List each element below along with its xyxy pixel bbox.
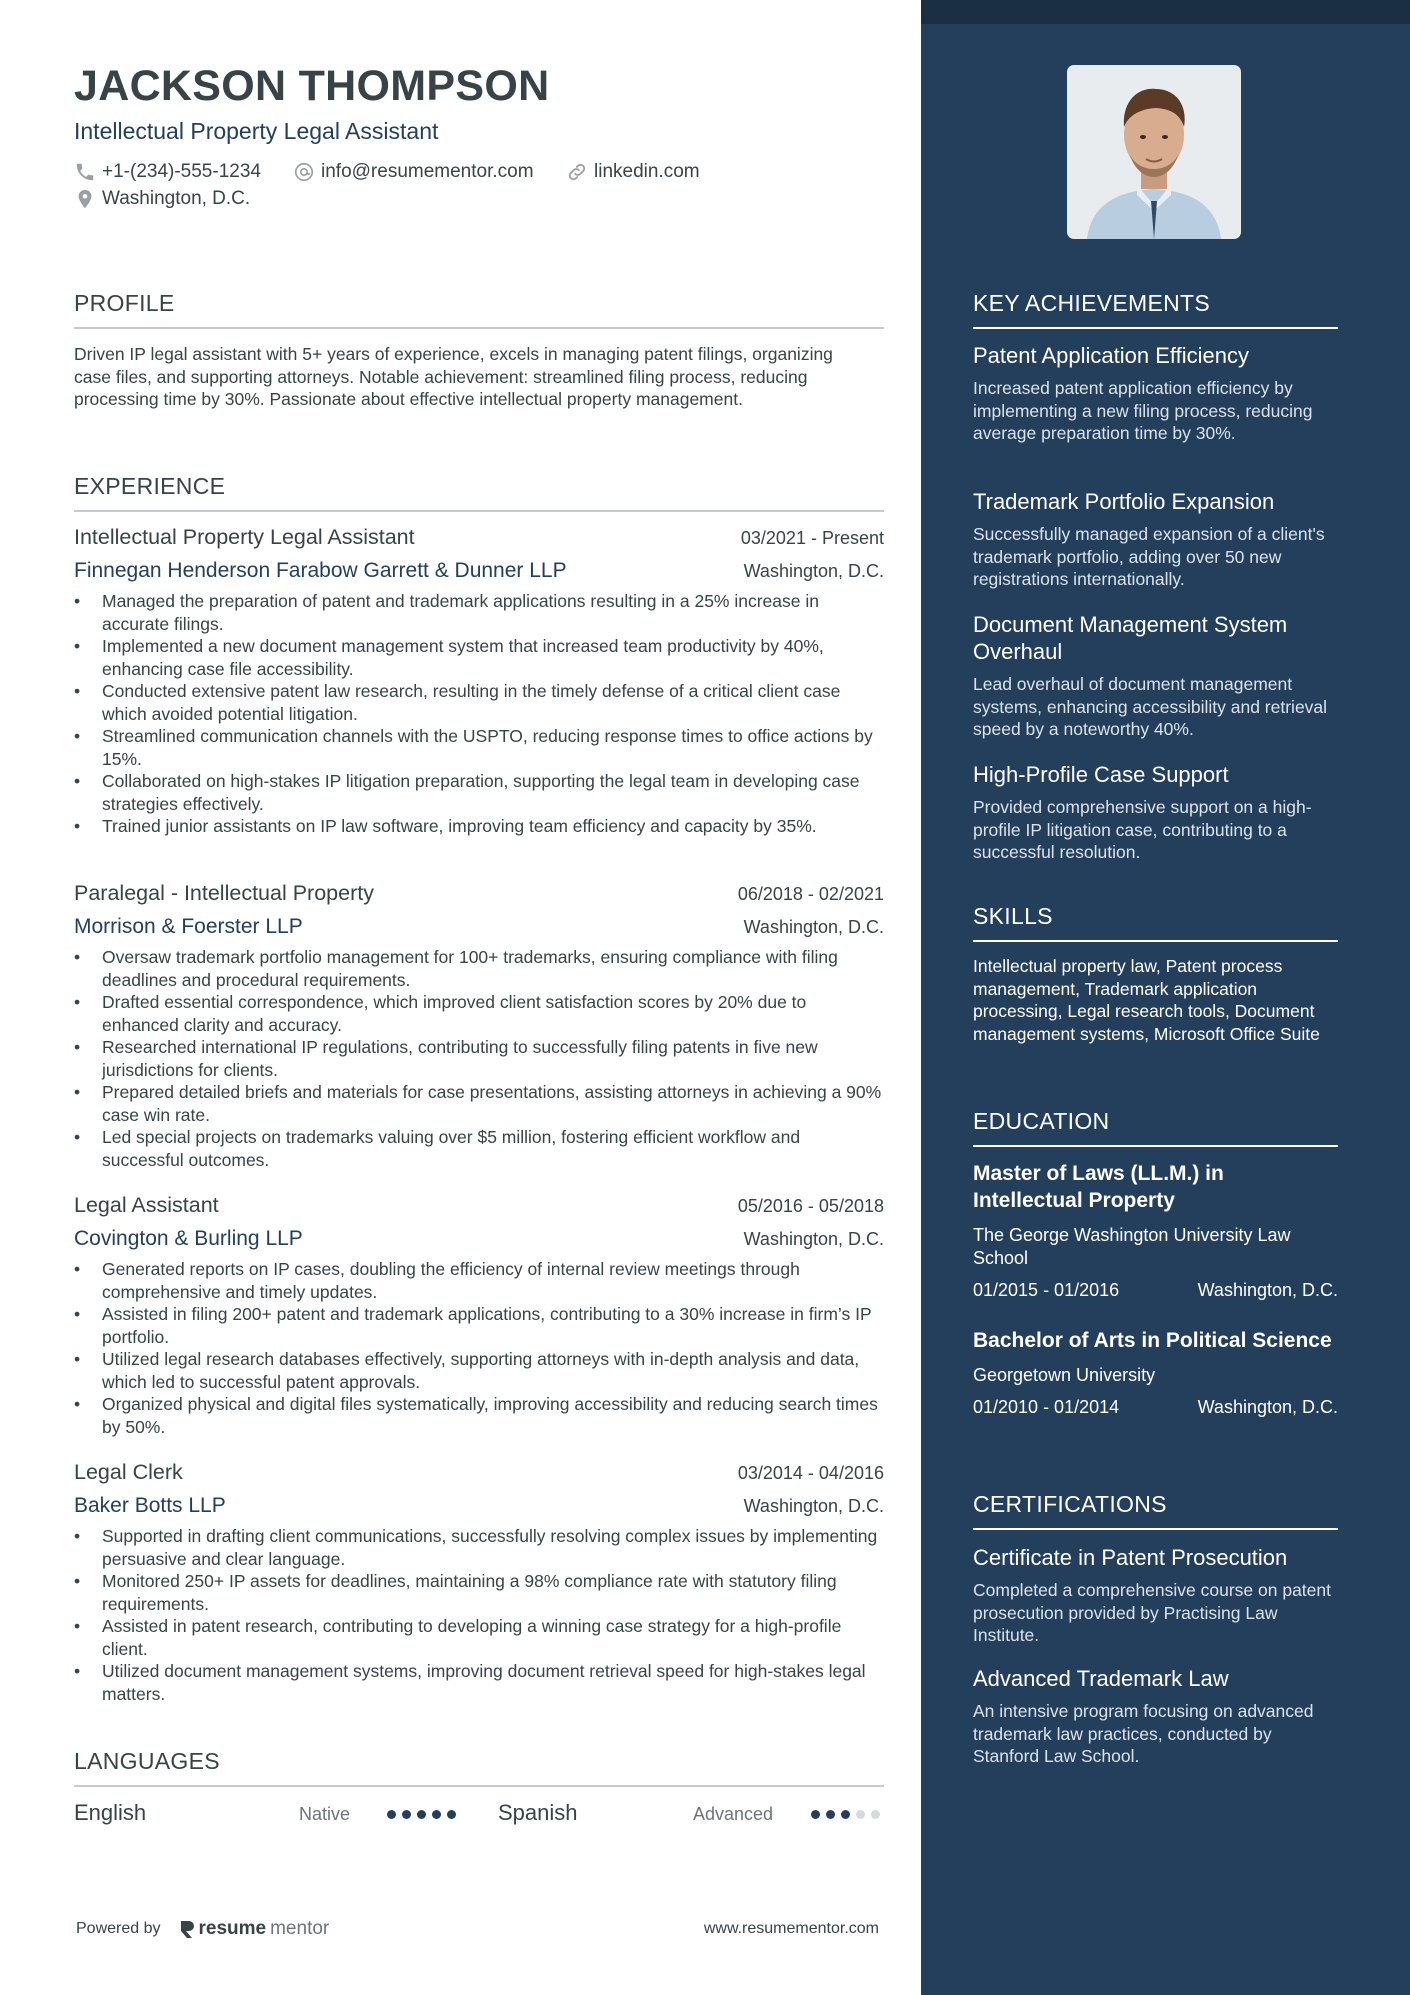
bullet-item: • Drafted essential correspondence, which improved client satisfaction scores by 20% due to enhanced clarity and accuracy. bbox=[74, 991, 884, 1036]
job-company: Baker Botts LLP bbox=[74, 1494, 226, 1517]
profile-photo-illustration bbox=[1067, 65, 1241, 239]
bullet-item: • Utilized document management systems, improving document retrieval speed for high-stakes legal matters. bbox=[74, 1660, 884, 1705]
education-degree: Master of Laws (LL.M.) in Intellectual Property bbox=[973, 1162, 1224, 1212]
rating-dot bbox=[432, 1810, 441, 1819]
job-dates: 03/2021 - Present bbox=[740, 528, 884, 548]
candidate-title: Intellectual Property Legal Assistant bbox=[74, 118, 439, 144]
logo-text-light: mentor bbox=[270, 1918, 330, 1939]
bullet-item: • Implemented a new document management system that increased team productivity by 40%, enhancing case file accessibility. bbox=[74, 635, 884, 680]
bullet-item: • Organized physical and digital files systematically, improving accessibility and reducing search times by 50%. bbox=[74, 1393, 884, 1438]
achievement-desc: Increased patent application efficiency by implementing a new filing process, reducing average preparation time by 30%. bbox=[973, 378, 1313, 443]
job-dates: 03/2014 - 04/2016 bbox=[737, 1463, 884, 1483]
achievement-title: Patent Application Efficiency bbox=[973, 343, 1249, 368]
candidate-name: JACKSON THOMPSON bbox=[74, 62, 550, 110]
job-entry bbox=[74, 881, 884, 1171]
language-rating bbox=[387, 1810, 456, 1819]
job-bullets bbox=[74, 590, 884, 838]
job-title: Paralegal - Intellectual Property bbox=[74, 881, 374, 905]
bullet-item: • Managed the preparation of patent and trademark applications resulting in a 25% increase in accurate filings. bbox=[74, 590, 884, 635]
sidebar bbox=[921, 0, 1410, 1995]
certification-desc: Completed a comprehensive course on patent prosecution provided by Practising Law Institute. bbox=[973, 1580, 1331, 1645]
phone-text: +1-(234)-555-1234 bbox=[102, 161, 261, 182]
achievement-item bbox=[973, 488, 1338, 591]
location-pin-icon bbox=[74, 188, 96, 210]
languages-list bbox=[74, 1800, 884, 1830]
bullet-item: • Trained junior assistants on IP law software, improving team efficiency and capacity by 35%. bbox=[74, 815, 884, 838]
certification-title: Certificate in Patent Prosecution bbox=[973, 1545, 1288, 1570]
bullet-item: • Monitored 250+ IP assets for deadlines, maintaining a 98% compliance rate with statutory filing requirements. bbox=[74, 1570, 884, 1615]
bullet-item: • Utilized legal research databases effectively, supporting attorneys with in-depth analysis and data, which led to successful patent approvals. bbox=[74, 1348, 884, 1393]
footer-powered bbox=[76, 1918, 329, 1940]
achievement-desc: Provided comprehensive support on a high-profile IP litigation case, contributing to a successful resolution. bbox=[973, 797, 1312, 862]
rating-dot bbox=[447, 1810, 456, 1819]
bullet-item: • Oversaw trademark portfolio management for 100+ trademarks, ensuring compliance with filing deadlines and procedural requirements. bbox=[74, 946, 884, 991]
profile-text: Driven IP legal assistant with 5+ years of experience, excels in managing patent filings, organizing case files, and supporting attorneys. Notable achievement: streamlined filing process, reducing processing time by 30%. Passionate about effective intellectual property management. bbox=[74, 344, 833, 409]
achievement-desc: Successfully managed expansion of a client's trademark portfolio, adding over 50 new registrations internationally. bbox=[973, 524, 1325, 589]
experience-heading: EXPERIENCE bbox=[74, 473, 884, 512]
rating-dot bbox=[402, 1810, 411, 1819]
education-location: Washington, D.C. bbox=[1197, 1280, 1338, 1300]
rating-dot bbox=[387, 1810, 396, 1819]
linkedin-text: linkedin.com bbox=[594, 161, 700, 182]
job-bullets bbox=[74, 946, 884, 1171]
language-level: Native bbox=[299, 1804, 351, 1824]
job-location: Washington, D.C. bbox=[743, 1496, 884, 1516]
language-level: Advanced bbox=[693, 1804, 774, 1824]
powered-by-text: Powered by bbox=[76, 1920, 161, 1937]
education-school: Georgetown University bbox=[973, 1365, 1156, 1385]
profile-heading: PROFILE bbox=[74, 290, 884, 329]
education-degree: Bachelor of Arts in Political Science bbox=[973, 1329, 1332, 1352]
job-entry bbox=[74, 525, 884, 838]
bullet-item: • Assisted in patent research, contributing to developing a winning case strategy for a high-profile client. bbox=[74, 1615, 884, 1660]
bullet-item: • Assisted in filing 200+ patent and trademark applications, contributing to a 30% increase in firm’s IP portfolio. bbox=[74, 1303, 884, 1348]
job-location: Washington, D.C. bbox=[743, 1229, 884, 1249]
achievement-title: High-Profile Case Support bbox=[973, 762, 1229, 787]
bullet-item: • Conducted extensive patent law research, resulting in the timely defense of a critical client case which avoided potential litigation. bbox=[74, 680, 884, 725]
job-company: Covington & Burling LLP bbox=[74, 1227, 303, 1250]
skills-text: Intellectual property law, Patent process management, Trademark application processing, Legal research tools, Document management systems, Microsoft Office Suite bbox=[973, 956, 1320, 1044]
sidebar-top-bar bbox=[921, 0, 1410, 24]
rating-dot bbox=[856, 1810, 865, 1819]
rating-dot bbox=[826, 1810, 835, 1819]
job-entry bbox=[74, 1193, 884, 1438]
achievement-item bbox=[973, 611, 1338, 741]
phone-icon bbox=[74, 161, 96, 183]
education-dates: 01/2010 - 01/2014 bbox=[973, 1397, 1120, 1417]
education-school: The George Washington University Law School bbox=[973, 1225, 1291, 1268]
education-location: Washington, D.C. bbox=[1197, 1397, 1338, 1417]
job-dates: 05/2016 - 05/2018 bbox=[737, 1196, 884, 1216]
achievements-heading: KEY ACHIEVEMENTS bbox=[973, 290, 1338, 329]
bullet-item: • Led special projects on trademarks valuing over $5 million, fostering efficient workflow and successful outcomes. bbox=[74, 1126, 884, 1171]
email-text: info@resumementor.com bbox=[321, 161, 534, 182]
rating-dot bbox=[871, 1810, 880, 1819]
job-title: Legal Clerk bbox=[74, 1460, 183, 1484]
rating-dot bbox=[417, 1810, 426, 1819]
achievement-item bbox=[973, 342, 1338, 445]
job-title: Intellectual Property Legal Assistant bbox=[74, 525, 415, 549]
education-heading: EDUCATION bbox=[973, 1108, 1338, 1147]
languages-heading: LANGUAGES bbox=[74, 1748, 884, 1787]
achievement-item bbox=[973, 761, 1338, 864]
bullet-item: • Supported in drafting client communications, successfully resolving complex issues by implementing persuasive and clear language. bbox=[74, 1525, 884, 1570]
bullet-item: • Researched international IP regulations, contributing to successfully filing patents in five new jurisdictions for clients. bbox=[74, 1036, 884, 1081]
job-bullets bbox=[74, 1258, 884, 1438]
job-dates: 06/2018 - 02/2021 bbox=[737, 884, 884, 904]
language-rating bbox=[811, 1810, 880, 1819]
phone-contact bbox=[74, 161, 261, 183]
resumementor-logo[interactable] bbox=[179, 1918, 330, 1940]
job-location: Washington, D.C. bbox=[743, 917, 884, 937]
achievement-desc: Lead overhaul of document management systems, enhancing accessibility and retrieval speed by a noteworthy 40%. bbox=[973, 674, 1328, 739]
certifications-heading: CERTIFICATIONS bbox=[973, 1491, 1338, 1530]
bullet-item: • Generated reports on IP cases, doubling the efficiency of internal review meetings through comprehensive and timely updates. bbox=[74, 1258, 884, 1303]
language-name: Spanish bbox=[498, 1800, 578, 1825]
location-contact bbox=[74, 188, 250, 210]
email-contact[interactable] bbox=[293, 161, 534, 183]
achievement-title: Trademark Portfolio Expansion bbox=[973, 489, 1275, 514]
language-name: English bbox=[74, 1800, 147, 1825]
link-icon bbox=[566, 161, 588, 183]
bullet-item: • Streamlined communication channels with the USPTO, reducing response times to office actions by 15%. bbox=[74, 725, 884, 770]
job-company: Finnegan Henderson Farabow Garrett & Dunner LLP bbox=[74, 559, 567, 582]
certification-item bbox=[973, 1665, 1338, 1768]
job-location: Washington, D.C. bbox=[743, 561, 884, 581]
job-title: Legal Assistant bbox=[74, 1193, 219, 1217]
logo-icon bbox=[179, 1919, 195, 1939]
logo-text-bold: resume bbox=[198, 1918, 267, 1939]
certification-title: Advanced Trademark Law bbox=[973, 1666, 1229, 1691]
education-item bbox=[973, 1327, 1338, 1418]
rating-dot bbox=[841, 1810, 850, 1819]
bullet-item: • Prepared detailed briefs and materials for case presentations, assisting attorneys in achieving a 90% case win rate. bbox=[74, 1081, 884, 1126]
job-entry bbox=[74, 1460, 884, 1705]
job-bullets bbox=[74, 1525, 884, 1705]
certification-item bbox=[973, 1544, 1338, 1647]
job-company: Morrison & Foerster LLP bbox=[74, 915, 303, 938]
profile-photo bbox=[1067, 65, 1241, 239]
at-icon bbox=[293, 161, 315, 183]
bullet-item: • Collaborated on high-stakes IP litigation preparation, supporting the legal team in developing case strategies effectively. bbox=[74, 770, 884, 815]
education-item bbox=[973, 1160, 1338, 1301]
education-dates: 01/2015 - 01/2016 bbox=[973, 1280, 1120, 1300]
skills-heading: SKILLS bbox=[973, 903, 1338, 942]
achievement-title: Document Management System Overhaul bbox=[973, 612, 1288, 664]
location-text: Washington, D.C. bbox=[102, 188, 251, 209]
footer-url[interactable]: www.resumementor.com bbox=[703, 1920, 879, 1937]
linkedin-contact[interactable] bbox=[566, 161, 700, 183]
certification-desc: An intensive program focusing on advanced trademark law practices, conducted by Stanford Law School. bbox=[973, 1701, 1314, 1766]
rating-dot bbox=[811, 1810, 820, 1819]
